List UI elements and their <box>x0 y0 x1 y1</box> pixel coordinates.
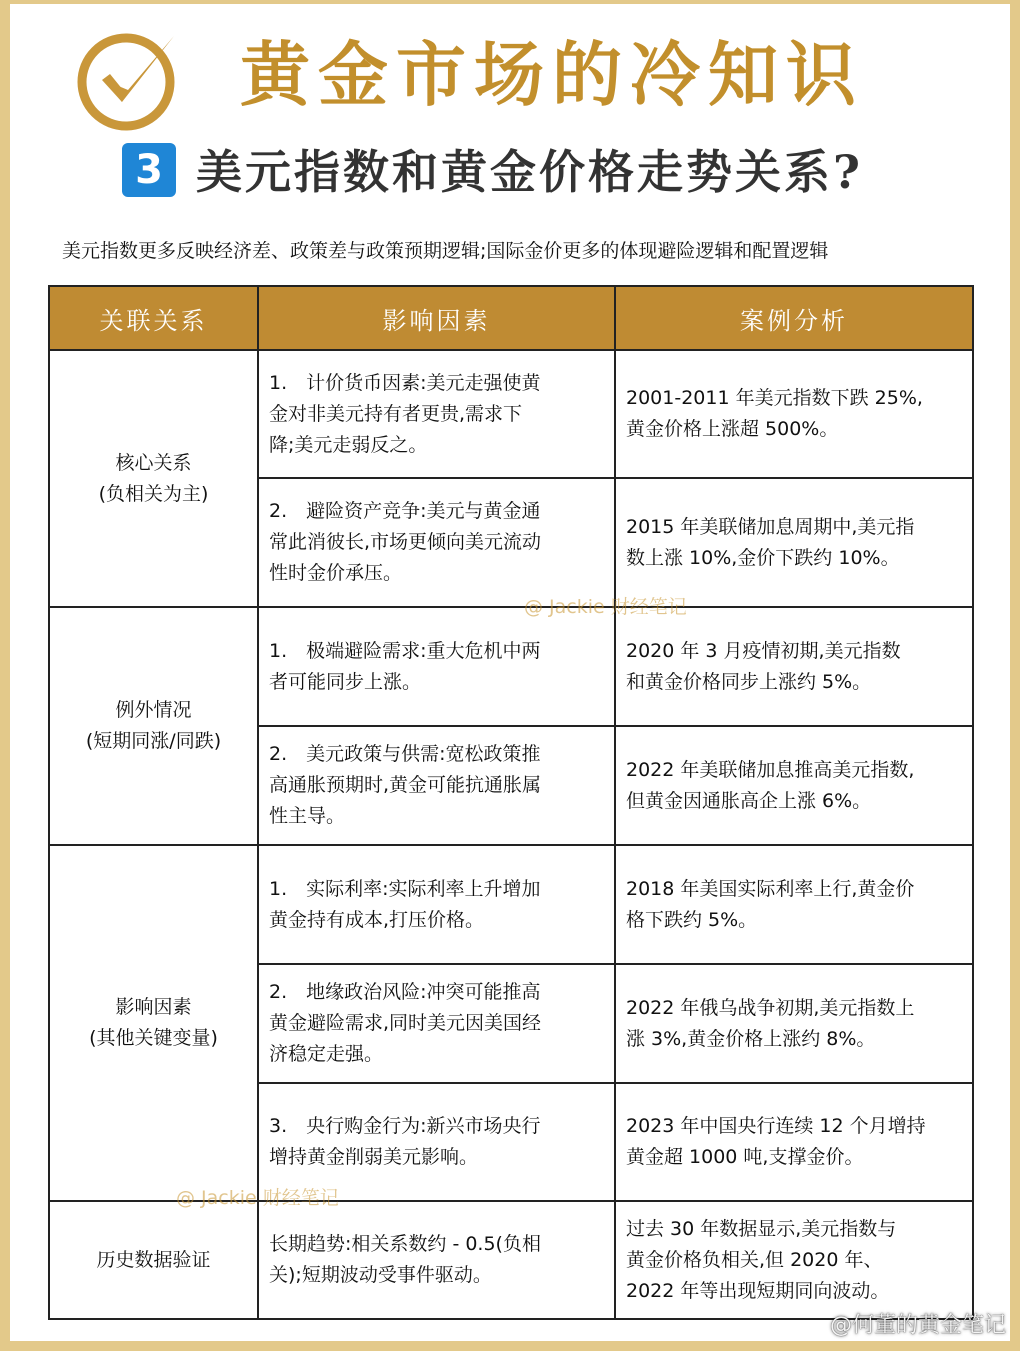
case-line: 和黄金价格同步上涨约 5%。 <box>626 670 872 693</box>
category-label: 例外情况 <box>115 699 192 721</box>
watermark-text: @ Jackie 财经笔记 <box>176 1187 339 1209</box>
table-row <box>49 845 973 964</box>
factor-line: 关);短期波动受事件驱动。 <box>269 1264 492 1286</box>
factor-line: 1. 实际利率:实际利率上升增加 <box>269 877 541 900</box>
factor-cell <box>258 478 615 607</box>
factor-line: 增持黄金削弱美元影响。 <box>269 1146 479 1168</box>
case-cell <box>615 964 973 1083</box>
factor-line: 1. 极端避险需求:重大危机中两 <box>269 639 541 662</box>
factor-line: 常此消彼长,市场更倾向美元流动 <box>269 531 542 553</box>
case-cell <box>615 350 973 478</box>
category-note: (其他关键变量) <box>89 1027 218 1049</box>
case-line: 格下跌约 5%。 <box>626 908 758 931</box>
header-factor: 影响因素 <box>258 286 615 350</box>
case-line: 黄金价格上涨超 500%。 <box>626 418 839 440</box>
factor-line: 高通胀预期时,黄金可能抗通胀属 <box>269 774 542 796</box>
case-line: 涨 3%,黄金价格上涨约 8%。 <box>626 1027 876 1050</box>
factor-line: 2. 地缘政治风险:冲突可能推高 <box>269 981 541 1003</box>
factor-line: 性主导。 <box>269 805 346 827</box>
category-note: (负相关为主) <box>98 482 209 505</box>
category-cell <box>49 1201 258 1319</box>
case-cell <box>615 478 973 607</box>
case-line: 2022 年俄乌战争初期,美元指数上 <box>626 996 915 1019</box>
case-line: 2018 年美国实际利率上行,黄金价 <box>626 877 915 900</box>
table-header-row <box>49 286 973 350</box>
case-line: 但黄金因通胀高企上涨 6%。 <box>626 789 872 812</box>
table-row <box>49 350 973 478</box>
case-cell <box>615 1083 973 1201</box>
case-line: 2015 年美联储加息周期中,美元指 <box>626 515 915 538</box>
factor-cell <box>258 726 615 845</box>
factor-line: 者可能同步上涨。 <box>269 670 422 693</box>
category-label: 影响因素 <box>115 996 192 1018</box>
factor-cell <box>258 964 615 1083</box>
factor-line: 2. 美元政策与供需:宽松政策推 <box>269 743 541 765</box>
factor-line: 金对非美元持有者更贵,需求下 <box>269 402 523 425</box>
case-line: 2023 年中国央行连续 12 个月增持 <box>626 1115 926 1137</box>
factor-line: 3. 央行购金行为:新兴市场央行 <box>269 1115 541 1137</box>
factor-line: 济稳定走强。 <box>269 1043 384 1065</box>
category-label: 核心关系 <box>115 451 192 474</box>
case-line: 黄金价格负相关,但 2020 年、 <box>626 1248 883 1271</box>
factor-line: 黄金持有成本,打压价格。 <box>269 908 485 931</box>
case-line: 2020 年 3 月疫情初期,美元指数 <box>626 639 901 662</box>
watermark-text: @ Jackie 财经笔记 <box>524 596 687 618</box>
category-cell <box>49 350 258 607</box>
factor-cell <box>258 607 615 726</box>
factor-cell <box>258 845 615 964</box>
category-label: 历史数据验证 <box>96 1248 211 1271</box>
category-cell <box>49 607 258 845</box>
factor-line: 2. 避险资产竞争:美元与黄金通 <box>269 500 541 522</box>
header-case: 案例分析 <box>615 286 973 350</box>
relationship-table <box>48 285 974 1320</box>
case-line: 2001-2011 年美元指数下跌 25%, <box>626 387 923 409</box>
case-cell <box>615 1201 973 1319</box>
category-note: (短期同涨/同跌) <box>85 730 222 752</box>
case-line: 2022 年美联储加息推高美元指数, <box>626 758 915 781</box>
case-cell <box>615 845 973 964</box>
case-line: 2022 年等出现短期同向波动。 <box>626 1279 890 1302</box>
factor-line: 性时金价承压。 <box>269 562 403 584</box>
case-line: 过去 30 年数据显示,美元指数与 <box>626 1217 897 1240</box>
factor-line: 1. 计价货币因素:美元走强使黄 <box>269 371 541 394</box>
page-title: 黄金市场的冷知识 <box>240 33 864 116</box>
factor-cell <box>258 350 615 478</box>
corner-watermark: @何董的黄金笔记 <box>829 1313 1006 1338</box>
case-line: 数上涨 10%,金价下跌约 10%。 <box>626 546 900 569</box>
table-row <box>49 1201 973 1319</box>
case-cell <box>615 607 973 726</box>
number-badge: 3 <box>122 143 176 197</box>
case-cell <box>615 726 973 845</box>
intro-text: 美元指数更多反映经济差、政策差与政策预期逻辑;国际金价更多的体现避险逻辑和配置逻辑 <box>62 240 829 262</box>
section-subtitle: 美元指数和黄金价格走势关系? <box>196 145 863 199</box>
factor-line: 长期趋势:相关系数约 - 0.5(负相 <box>269 1233 541 1255</box>
checkmark-icon <box>76 28 180 132</box>
factor-cell <box>258 1201 615 1319</box>
case-line: 黄金超 1000 吨,支撑金价。 <box>626 1146 864 1168</box>
table-row <box>49 607 973 726</box>
factor-line: 降;美元走弱反之。 <box>269 433 428 456</box>
header-relation: 关联关系 <box>49 286 258 350</box>
factor-line: 黄金避险需求,同时美元因美国经 <box>269 1012 542 1034</box>
category-cell <box>49 845 258 1201</box>
